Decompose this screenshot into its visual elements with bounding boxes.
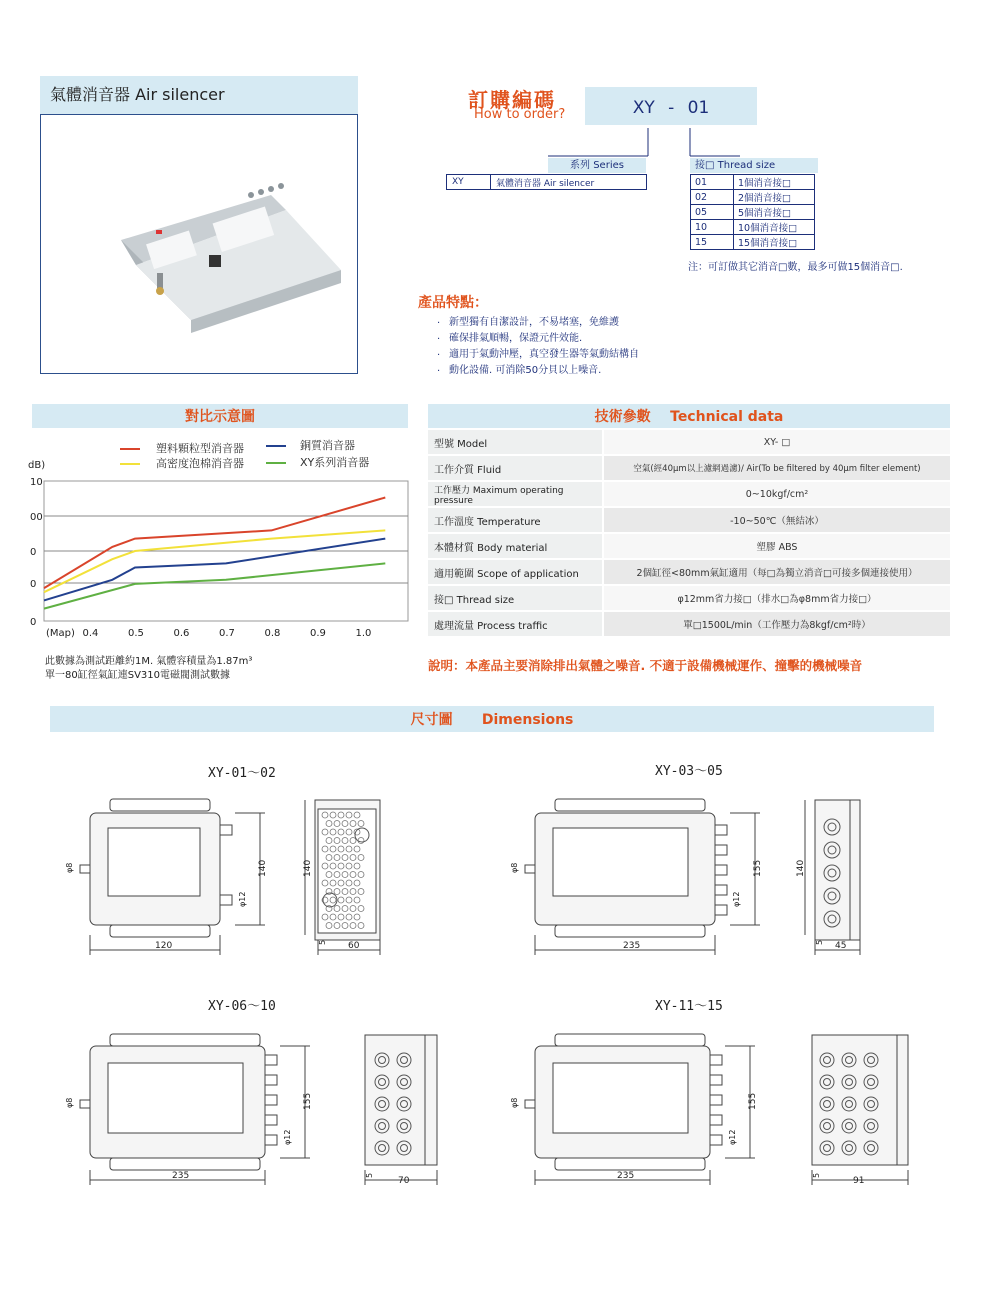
features-list — [437, 315, 639, 379]
dim-phi8: φ8 — [510, 862, 519, 873]
legend-label: 銅質消音器 — [300, 439, 355, 452]
thread-row: 15 15個消音接□ — [691, 235, 815, 250]
tech-label: 處理流量 Process traffic — [428, 611, 603, 637]
dim-thickness: 5 — [812, 1172, 821, 1178]
dim-thickness: 5 — [318, 939, 327, 945]
x-tick-label: 0.7 — [219, 628, 235, 639]
dim-height: 155 — [303, 1092, 313, 1110]
test-note-line: 此數據為測試距離約1M. 氣體容積量為1.87m³ — [45, 656, 253, 667]
x-tick-label: 1.0 — [355, 628, 372, 639]
comparison-chart — [28, 455, 412, 645]
dim-phi12: φ12 — [283, 1129, 292, 1145]
x-tick-label: 0.8 — [264, 628, 281, 639]
tech-table — [428, 430, 950, 638]
test-note-line: 單一80缸徑氣缸連SV310電磁閥測試數據 — [45, 670, 230, 681]
model-label: XY-01～02 — [208, 766, 276, 781]
dim-phi8: φ8 — [510, 1097, 519, 1108]
dim-width: 235 — [617, 1171, 635, 1181]
order-subtitle: How to order? — [474, 107, 566, 122]
x-tick-label: 0.4 — [82, 628, 99, 639]
feature-item: . 動化設備. 可消除50分貝以上噪音. — [437, 363, 639, 379]
model-label: XY-03～05 — [655, 764, 723, 779]
tech-title-en: Technical data — [670, 409, 784, 425]
tech-row — [428, 585, 950, 611]
tech-label: 接□ Thread size — [428, 585, 603, 611]
tech-label: 工作壓力 Maximum operating pressure — [428, 481, 603, 507]
dim-side-height: 140 — [303, 859, 313, 877]
tech-value: -10~50℃（無結冰） — [603, 507, 950, 533]
feature-item: . 確保排氣順暢，保證元件效能. — [437, 331, 639, 347]
tech-row — [428, 533, 950, 559]
tech-value: 塑膠 ABS — [603, 533, 950, 559]
dim-thickness: 5 — [815, 939, 824, 945]
tech-value: 空氣(經40μm以上濾網過濾)/ Air(To be filtered by 40μm filter element) — [603, 455, 950, 481]
legend-swatch — [120, 448, 140, 450]
dim-phi8: φ8 — [65, 862, 74, 873]
x-tick-label: 0.9 — [310, 628, 326, 639]
tech-row — [428, 481, 950, 507]
model-label: XY-11～15 — [655, 999, 723, 1014]
series-table — [446, 174, 647, 190]
product-photo — [41, 115, 357, 373]
y-tick-label: 10 — [30, 477, 43, 488]
dim-height: 155 — [753, 859, 763, 877]
series-code: XY — [447, 175, 491, 190]
dim-side-height: 140 — [796, 859, 806, 877]
tech-value: 單□1500L/min（工作壓力為8kgf/cm²時） — [603, 611, 950, 637]
legend-swatch — [266, 445, 286, 447]
thread-row: 02 2個消音接□ — [691, 190, 815, 205]
tech-row — [428, 430, 950, 455]
legend-label: 塑料顆粒型消音器 — [156, 442, 244, 455]
thread-row: 05 5個消音接□ — [691, 205, 815, 220]
tech-label: 工作介質 Fluid — [428, 455, 603, 481]
y-tick-label: 0 — [30, 547, 37, 558]
x-tick-label: 0.5 — [128, 628, 144, 639]
dimension-drawing-3 — [60, 1030, 450, 1190]
dimension-drawing-4 — [505, 1030, 915, 1190]
y-axis-label: dB) — [28, 460, 46, 471]
tech-row — [428, 507, 950, 533]
thread-table — [690, 174, 815, 250]
order-title: 訂購編碼 — [468, 88, 556, 112]
dimensions-title-cn: 尺寸圖 — [410, 712, 453, 728]
product-photo-frame — [40, 114, 358, 374]
thread-row: 01 1個消音接□ — [691, 175, 815, 190]
explanation: 說明：本產品主要消除排出氣體之噪音. 不適于設備機械運作、撞擊的機械噪音 — [428, 658, 863, 673]
tech-value: XY- □ — [603, 430, 950, 455]
dim-phi12: φ12 — [238, 891, 247, 907]
tech-row — [428, 455, 950, 481]
features-title: 產品特點： — [418, 295, 488, 311]
dim-width: 120 — [155, 941, 173, 951]
series-desc: 氣體消音器 Air silencer — [491, 175, 647, 190]
x-tick-label: (Map) — [46, 628, 75, 639]
series-header: 系列 Series — [548, 158, 646, 173]
tech-title — [428, 404, 950, 428]
comparison-title: 對比示意圖 — [32, 404, 408, 428]
tech-label: 型號 Model — [428, 430, 603, 455]
y-tick-label: 00 — [30, 512, 43, 523]
tech-label: 本體材質 Body material — [428, 533, 603, 559]
dim-side-width: 70 — [398, 1176, 410, 1186]
order-note: 注：可訂做其它消音□數，最多可做15個消音□. — [688, 262, 903, 273]
test-note — [45, 655, 252, 683]
dim-side-width: 91 — [853, 1176, 865, 1186]
dim-phi12: φ12 — [732, 891, 741, 907]
product-title: 氣體消音器 Air silencer — [40, 76, 358, 114]
tech-title-cn: 技術參數 — [594, 409, 651, 425]
model-label: XY-06～10 — [208, 999, 276, 1014]
dim-phi8: φ8 — [65, 1097, 74, 1108]
legend-label: XY系列消音器 — [300, 456, 370, 469]
feature-item: . 新型獨有自潔設計，不易堵塞，免維護 — [437, 315, 639, 331]
y-tick-label: 0 — [30, 617, 37, 628]
dim-height: 155 — [748, 1092, 758, 1110]
tech-value: φ12mm省力接□（排水□為φ8mm省力接□） — [603, 585, 950, 611]
dim-thickness: 5 — [365, 1172, 374, 1178]
dim-phi12: φ12 — [728, 1129, 737, 1145]
tech-row — [428, 611, 950, 637]
tech-label: 工作溫度 Temperature — [428, 507, 603, 533]
y-tick-label: 0 — [30, 579, 37, 590]
dim-side-width: 45 — [835, 941, 847, 951]
tech-value: 2個缸徑<80mm氣缸適用（每□為獨立消音□可接多個連接使用） — [603, 559, 950, 585]
dimension-drawing-1 — [60, 795, 390, 960]
thread-row: 10 10個消音接□ — [691, 220, 815, 235]
tech-value: 0~10kgf/cm² — [603, 481, 950, 507]
order-code: XY - 01 — [585, 87, 757, 125]
tech-label: 適用範圍 Scope of application — [428, 559, 603, 585]
x-tick-label: 0.6 — [173, 628, 190, 639]
tech-row — [428, 559, 950, 585]
dimensions-title — [50, 706, 934, 732]
dim-height: 140 — [258, 859, 268, 877]
feature-item: . 適用于氣動沖壓，真空發生器等氣動結構自 — [437, 347, 639, 363]
dim-width: 235 — [623, 941, 641, 951]
legend-label: 高密度泡棉消音器 — [156, 457, 244, 470]
thread-header: 接□ Thread size — [690, 158, 818, 173]
dim-side-width: 60 — [348, 941, 360, 951]
dimensions-title-en: Dimensions — [481, 712, 574, 728]
dim-width: 235 — [172, 1171, 190, 1181]
dimension-drawing-2 — [505, 795, 875, 960]
